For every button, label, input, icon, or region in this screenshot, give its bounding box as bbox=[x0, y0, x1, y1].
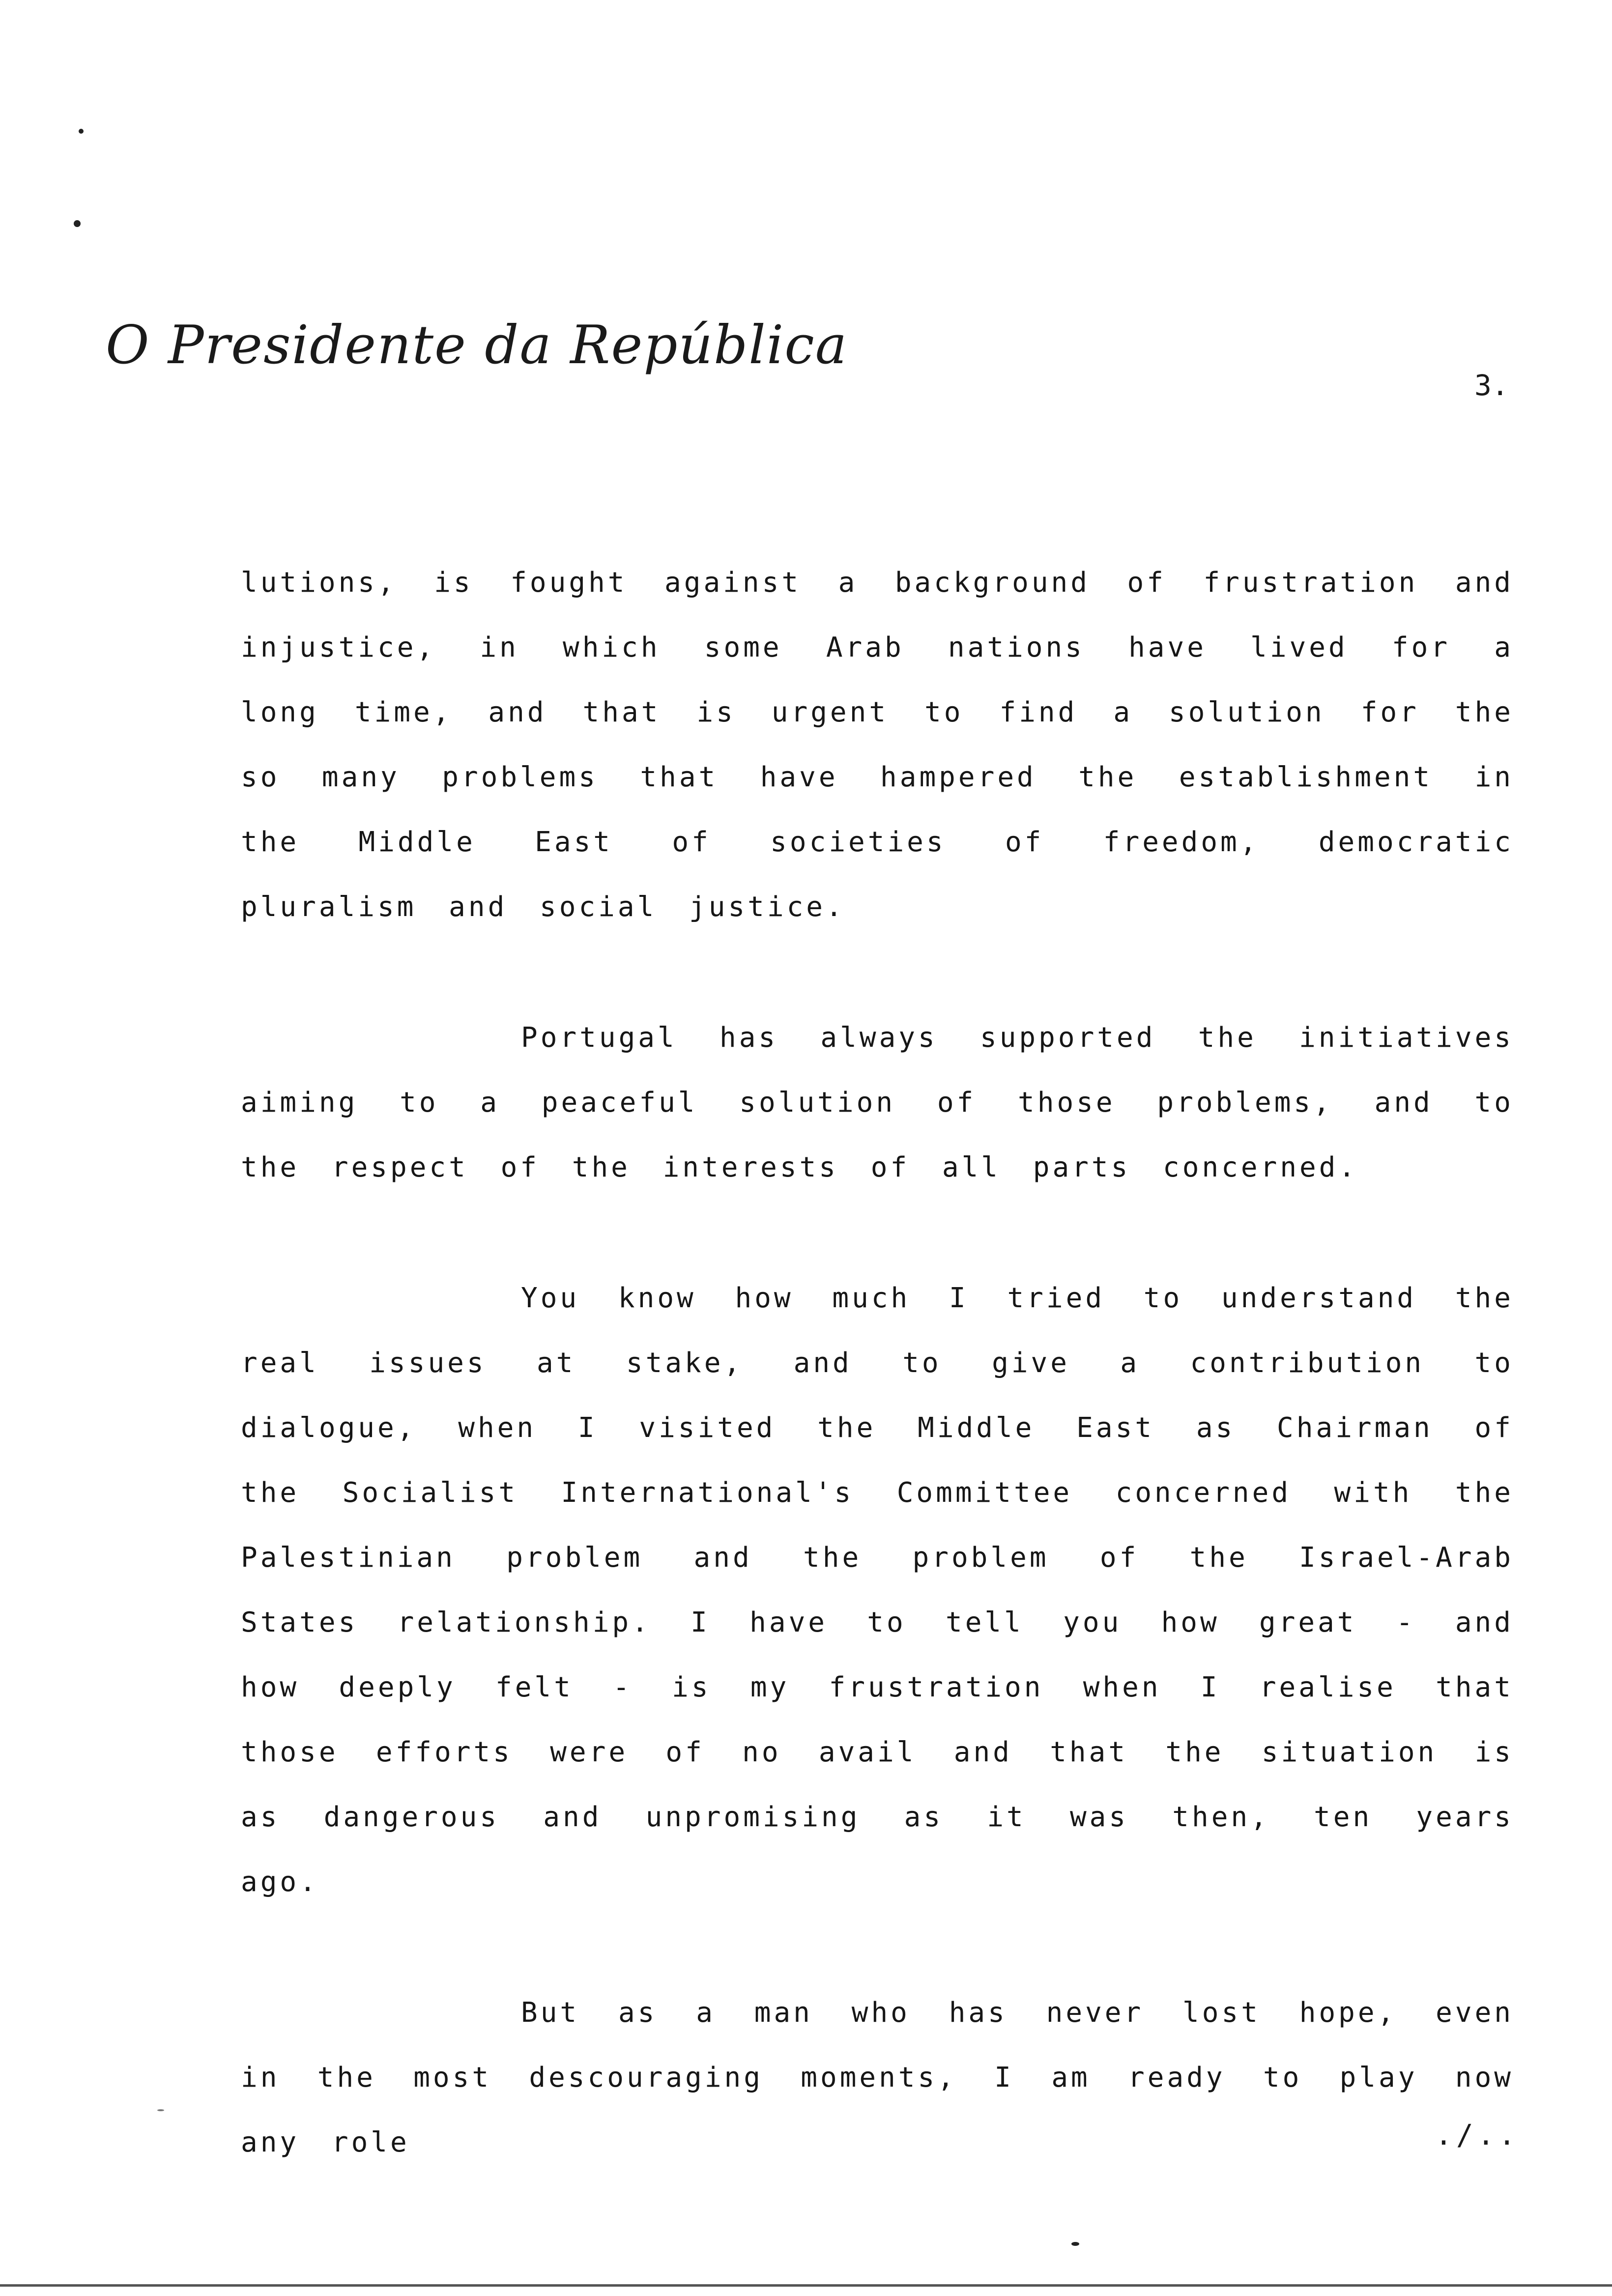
scan-speck bbox=[74, 220, 81, 227]
scan-speck bbox=[79, 129, 84, 134]
paragraph-4: But as a man who has never lost hope, even in the most descouraging moments, I am ready to play now any role bbox=[241, 1997, 1514, 2158]
paragraph-1: lutions, is fought against a background of frustration and injustice, in which some Arab nations have lived for a long time, and that is urgent to find a solution for the so many problems that have hampered the establishment in the Middle East of societies of freedom, democratic pluralism and social justice. bbox=[241, 567, 1514, 923]
scan-speck bbox=[157, 2109, 164, 2111]
page-number: 3. bbox=[1474, 369, 1509, 402]
paragraph-2: Portugal has always supported the initiatives aiming to a peaceful solution of those problems, and to the respect of the interests of all parts concerned. bbox=[241, 1022, 1514, 1183]
page-edge-line bbox=[0, 2284, 1612, 2287]
paragraph-3: You know how much I tried to understand the real issues at stake, and to give a contribution to dialogue, when I visited the Middle East as Chairman of the Socialist International's Committee concerned with the Palestinian problem and the problem of the Israel-Arab States relationship. I have to tell you how great - and how deeply felt - is my frustration when I realise that those efforts were of no avail and that the situation is as dangerous and unpromising as it was then, ten years ago. bbox=[241, 1282, 1514, 1898]
letterhead: O Presidente da República bbox=[106, 315, 848, 376]
scan-speck bbox=[1071, 2242, 1079, 2246]
continuation-mark: ./.. bbox=[1435, 2118, 1520, 2152]
letter-body bbox=[241, 550, 1514, 2241]
